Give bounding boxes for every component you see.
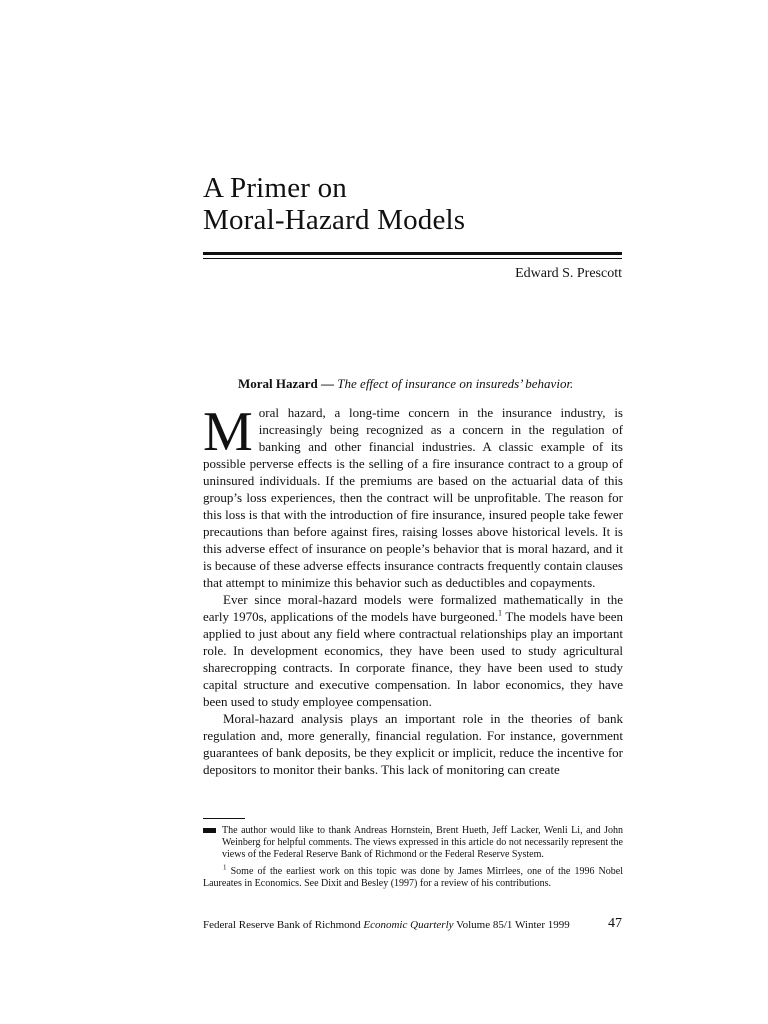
- title-line-1: A Primer on: [203, 172, 347, 204]
- epigraph-definition: The effect of insurance on insureds’ behavior.: [337, 376, 574, 391]
- author-name: Edward S. Prescott: [515, 266, 622, 281]
- paragraph-1: [203, 401, 623, 591]
- title-line-2: Moral-Hazard Models: [203, 204, 466, 236]
- page-number: 47: [608, 916, 622, 931]
- title-rule-thick: [203, 252, 622, 255]
- paragraph-3: Moral-hazard analysis plays an important role in the theories of bank regulation and, more generally, financial regulation. For instance, government guarantees of bank deposits, be they explicit or implicit, reduce the incentive for depositors to monitor their banks. This lack of monitoring can create: [203, 711, 623, 777]
- paragraph-2-text-b: The models have been applied to just about any field where contractual relationships play an important role. In development economics, they have been used to study agricultural sharecropping contracts. In corporate finance, they have been used to study capital structure and executive compensation. In labor economics, they have been used to study employee compensation.: [203, 609, 624, 709]
- footnote-1: [203, 863, 623, 890]
- article-title: [203, 172, 465, 236]
- paragraph-1-text: oral hazard, a long-time concern in the insurance industry, is increasingly being recognized as a concern in the regulation of banking and other financial industries. A classic example of its possible perverse effects is the selling of a fire insurance contract to a group of uninsured individuals. If the premiums are based on the actuarial data of this group’s loss experiences, then the contract will be unprofitable. The reason for this loss is that with the introduction of fire insurance, insured people take fewer precautions than before against fires, raising losses above historical levels. It is this adverse effect of insurance on people’s behavior that is moral hazard, and it is because of these adverse effects insurance contracts frequently contain clauses that attempt to minimize this behavior such as deductibles and copayments.: [203, 405, 623, 590]
- footer-publisher: Federal Reserve Bank of Richmond: [203, 919, 364, 931]
- footer-issue: Volume 85/1 Winter 1999: [453, 919, 570, 931]
- paragraph-2: [203, 591, 623, 710]
- footnote-ref-1: 1: [498, 608, 502, 618]
- article-body: [203, 401, 624, 778]
- acknowledgment-marker: [203, 828, 216, 833]
- footnote-1-text: Some of the earliest work on this topic was done by James Mirrlees, one of the 1996 Nobel Laureates in Economics. See Dixit and Besley (1997) for a review of his contributions.: [203, 866, 623, 889]
- drop-cap: M: [203, 401, 253, 463]
- footer-journal: Economic Quarterly: [363, 919, 454, 931]
- title-rule-thin: [203, 258, 622, 259]
- acknowledgment-footnote: The author would like to thank Andreas Hornstein, Brent Hueth, Jeff Lacker, Wenli Li, and John Weinberg for helpful comments. The views expressed in this article do not necessarily represent the views of the Federal Reserve Bank of Richmond or the Federal Reserve System.: [222, 825, 623, 860]
- paragraph-2-text-a: Ever since moral-hazard models were formalized mathematically in the early 1970s, applications of the models have burgeoned.: [203, 592, 623, 624]
- footnote-rule: [203, 818, 245, 819]
- page-footer: [203, 919, 570, 931]
- footnote-1-marker: 1: [223, 863, 227, 872]
- epigraph-term: Moral Hazard —: [238, 376, 335, 391]
- epigraph: [238, 376, 573, 392]
